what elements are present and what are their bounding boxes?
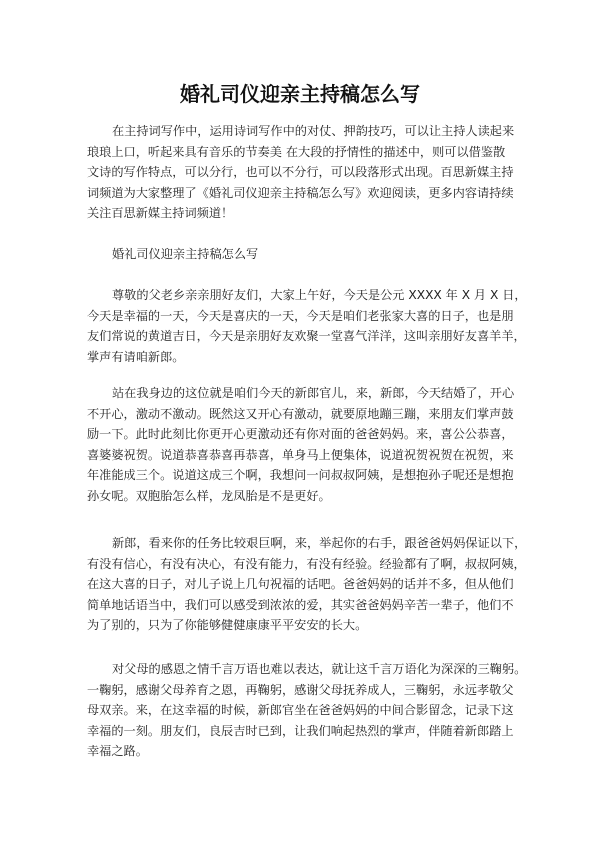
text-line: 在主持词写作中，运用诗词写作中的对仗、押韵技巧，可以让主持人读起来: [112, 124, 515, 138]
text-line: 不开心，激动不激动。既然这又开心有激动，就要原地蹦三蹦，来朋友们掌声鼓: [87, 406, 514, 421]
text-line: 励一下。此时此刻比你更开心更激动还有你对面的爸爸妈妈。来，喜公公恭喜，: [87, 427, 514, 442]
text-line: 母双亲。来，在这幸福的时候，新郎官坐在爸爸妈妈的中间合影留念，记录下这: [87, 703, 514, 718]
text-line: 今天是幸福的一天，今天是喜庆的一天，今天是咱们老张家大喜的日子，也是朋: [87, 308, 514, 323]
body-paragraph: [87, 285, 527, 367]
intro-paragraph: [87, 121, 515, 224]
text-line: 琅琅上口，听起来具有音乐的节奏美 在大段的抒情性的描述中，则可以借鉴散: [87, 144, 506, 159]
text-line: 掌声有请咱新郎。: [87, 349, 185, 364]
text-line: 尊敬的父老乡亲亲朋好友们，大家上午好，今天是公元 XXXX 年 X 月 X 日，: [112, 288, 527, 302]
document-title: 婚礼司仪迎亲主持稿怎么写: [180, 82, 420, 106]
text-line: 在这大喜的日子，对儿子说上几句祝福的话吧。爸爸妈妈的话并不多，但从他们: [87, 577, 514, 592]
text-line: 文诗的写作特点，可以分行，也可以不分行，可以段落形式出现。百思新媒主持: [87, 165, 514, 180]
section-subtitle: [87, 244, 515, 265]
text-line: 有没有信心，有没有决心，有没有能力，有没有经验。经验都有了啊，叔叔阿姨，: [87, 556, 526, 571]
text-line: 年准能成三个。说道这成三个啊，我想问一问叔叔阿姨，是想抱孙子呢还是想抱: [87, 468, 514, 483]
subtitle-text: 婚礼司仪迎亲主持稿怎么写: [112, 247, 259, 261]
text-line: 简单地话语当中，我们可以感受到浓浓的爱，其实爸爸妈妈辛苦一辈子，他们不: [87, 597, 514, 612]
text-line: 站在我身边的这位就是咱们今天的新郎官儿，来，新郎，今天结婚了，开心: [112, 386, 515, 400]
body-paragraph: [87, 533, 527, 636]
body-paragraph: [87, 383, 515, 507]
text-line: 友们常说的黄道吉日，今天是亲朋好友欢聚一堂喜气洋洋，这叫亲朋好友喜羊羊，: [87, 329, 526, 344]
text-line: 幸福的一刻。朋友们，良辰吉时已到，让我们响起热烈的掌声，伴随着新郎踏上: [87, 723, 514, 738]
text-line: 一鞠躬，感谢父母养育之恩，再鞠躬，感谢父母抚养成人，三鞠躬，永远孝敬父: [87, 682, 514, 697]
body-paragraph: [87, 659, 527, 762]
text-line: 幸福之路。: [87, 744, 148, 759]
text-line: 为了别的，只为了你能够健健康康平平安安的长大。: [87, 618, 368, 633]
text-line: 孙女呢。双胞胎怎么样，龙凤胎是不是更好。: [87, 488, 331, 503]
text-line: 关注百思新媒主持词频道！: [87, 206, 234, 221]
text-line: 对父母的感恩之情千言万语也难以表达，就让这千言万语化为深深的三鞠躬。: [112, 662, 527, 676]
text-line: 新郎，看来你的任务比较艰巨啊，来，举起你的右手，跟爸爸妈妈保证以下，: [112, 536, 527, 550]
text-line: 词频道为大家整理了《婚礼司仪迎亲主持稿怎么写》欢迎阅读，更多内容请持续: [87, 185, 514, 200]
text-line: 喜婆婆祝贺。说道恭喜恭喜再恭喜，单身马上便集体，说道祝贺祝贺在祝贺，来: [87, 447, 514, 462]
